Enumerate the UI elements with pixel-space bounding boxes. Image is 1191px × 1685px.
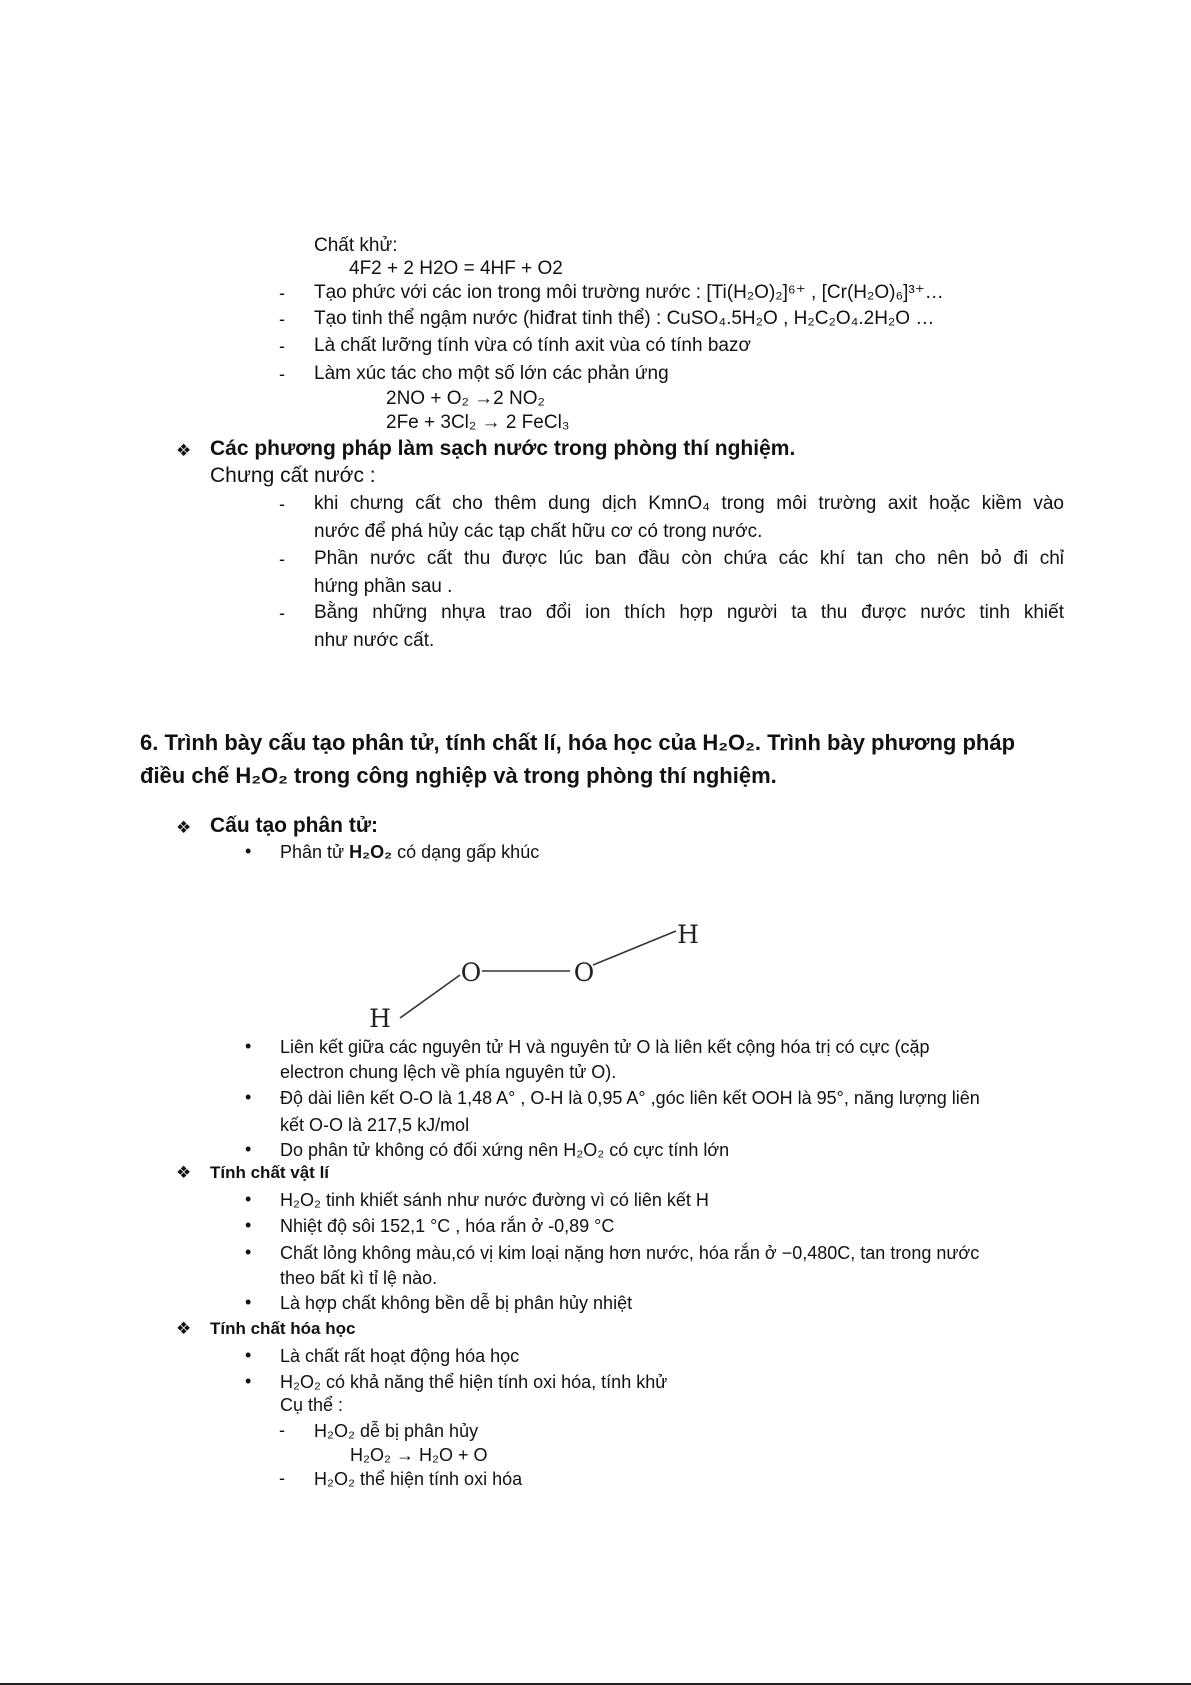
chemical-heading: Tính chất hóa học xyxy=(210,1319,356,1338)
structure-length-line2: kết O-O là 217,5 kJ/mol xyxy=(280,1115,470,1135)
distillation-subheading: Chưng cất nước : xyxy=(210,464,376,487)
question-title-text: . Trình bày cấu tạo phân tử, tính chất lí, hóa học của H₂O₂. Trình bày phương pháp xyxy=(152,730,1016,755)
purify-item-2-line2: hứng phần sau . xyxy=(314,576,453,597)
bullet-catalyst: Làm xúc tác cho một số lớn các phản ứng xyxy=(314,363,669,384)
bullet-complex-ions: Tạo phức với các ion trong môi trường nước : [Ti(H₂O)₂]⁶⁺ , [Cr(H₂O)₆]³⁺… xyxy=(314,282,944,303)
chemical-specifically: Cụ thể : xyxy=(280,1395,344,1415)
diamond-bullet-icon: ❖ xyxy=(176,1163,192,1182)
physical-heading: Tính chất vật lí xyxy=(210,1163,330,1182)
question-6-title-line2: điều chế H₂O₂ trong công nghiệp và trong phòng thí nghiệm. xyxy=(140,763,777,788)
structure-length-line1: Độ dài liên kết O-O là 1,48 A° , O-H là 0,95 A° ,góc liên kết OOH là 95°, năng lượng liên xyxy=(280,1088,980,1108)
dash-bullet: - xyxy=(279,1420,285,1440)
chemical-redox: H₂O₂ có khả năng thể hiện tính oxi hóa, tính khử xyxy=(280,1372,668,1392)
bullet-hydrate-crystals: Tạo tinh thể ngậm nước (hiđrat tinh thể) : CuSO₄.5H₂O , H₂C₂O₄.2H₂O … xyxy=(314,308,935,329)
chemical-decompose: H₂O₂ dễ bị phân hủy xyxy=(314,1421,479,1441)
dash-bullet: - xyxy=(279,494,285,514)
equation-fe-cl2: 2Fe + 3Cl₂ → 2 FeCl₃ xyxy=(386,412,570,433)
atom-o-right: O xyxy=(573,958,595,987)
round-bullet: • xyxy=(245,1036,252,1056)
bullet-amphoteric: Là chất lưỡng tính vừa có tính axit vùa có tính bazơ xyxy=(314,335,751,356)
physical-item-cont: theo bất kì tỉ lệ nào. xyxy=(280,1268,438,1288)
dash-bullet: - xyxy=(279,364,285,384)
round-bullet: • xyxy=(245,1139,252,1159)
round-bullet: • xyxy=(245,1371,252,1391)
structure-bond-line1: Liên kết giữa các nguyên tử H và nguyên tử O là liên kết cộng hóa trị có cực (cặp xyxy=(280,1037,930,1057)
structure-bond-line2: electron chung lệch về phía nguyên tử O). xyxy=(280,1062,617,1082)
equation-f2-water: 4F2 + 2 H2O = 4HF + O2 xyxy=(349,258,563,279)
equation-h2o2-decompose: H₂O₂ → H₂O + O xyxy=(350,1445,488,1465)
physical-item: Là hợp chất không bền dễ bị phân hủy nhiệt xyxy=(280,1293,633,1313)
physical-item: Chất lỏng không màu,có vị kim loại nặng hơn nước, hóa rắn ở −0,480C, tan trong nước xyxy=(280,1243,980,1263)
dash-bullet: - xyxy=(279,336,285,356)
dash-bullet: - xyxy=(279,309,285,329)
purify-heading: Các phương pháp làm sạch nước trong phòng thí nghiệm. xyxy=(210,437,796,460)
round-bullet: • xyxy=(245,1345,252,1365)
purify-item-1-line2: nước để phá hủy các tạp chất hữu cơ có trong nước. xyxy=(314,521,763,542)
chat-khu-label: Chất khử: xyxy=(314,235,398,256)
question-6-title-line1 xyxy=(140,729,1015,757)
diamond-bullet-icon: ❖ xyxy=(176,818,192,837)
question-number: 6 xyxy=(140,730,153,755)
chemical-active: Là chất rất hoạt động hóa học xyxy=(280,1346,520,1366)
text-run: Phân tử xyxy=(280,842,350,862)
dash-bullet: - xyxy=(279,283,285,303)
h2o2-molecule-diagram xyxy=(360,905,720,1040)
dash-bullet: - xyxy=(279,1468,285,1488)
dash-bullet: - xyxy=(279,603,285,623)
purify-item-3-line1: Bằng những nhựa trao đổi ion thích hợp người ta thu được nước tinh khiết xyxy=(314,602,1064,623)
round-bullet: • xyxy=(245,1215,252,1235)
formula-bold: H₂O₂ xyxy=(349,842,393,862)
bond-h-o-left xyxy=(400,975,460,1018)
round-bullet: • xyxy=(245,841,252,861)
diamond-bullet-icon: ❖ xyxy=(176,1319,192,1338)
equation-no-o2: 2NO + O₂ →2 NO₂ xyxy=(386,388,545,409)
physical-item: H₂O₂ tinh khiết sánh như nước đường vì có liên kết H xyxy=(280,1190,709,1210)
chemical-oxidizing: H₂O₂ thể hiện tính oxi hóa xyxy=(314,1469,523,1489)
round-bullet: • xyxy=(245,1189,252,1209)
diamond-bullet-icon: ❖ xyxy=(176,441,192,460)
structure-heading: Cấu tạo phân tử: xyxy=(210,814,379,837)
dash-bullet: - xyxy=(279,549,285,569)
text-run: có dạng gấp khúc xyxy=(392,842,540,862)
purify-item-2-line1: Phần nước cất thu được lúc ban đầu còn chứa các khí tan cho nên bỏ đi chỉ xyxy=(314,548,1064,569)
structure-bullet-shape xyxy=(280,840,539,864)
purify-item-1-line1: khi chưng cất cho thêm dung dịch KmnO₄ trong môi trường axit hoặc kiềm vào xyxy=(314,493,1064,514)
physical-item: Nhiệt độ sôi 152,1 °C , hóa rắn ở -0,89 °C xyxy=(280,1216,615,1236)
round-bullet: • xyxy=(245,1242,252,1262)
round-bullet: • xyxy=(245,1292,252,1312)
atom-h-left: H xyxy=(369,1004,391,1033)
bond-o-h-right xyxy=(593,931,676,965)
structure-polarity: Do phân tử không có đối xứng nên H₂O₂ có cực tính lớn xyxy=(280,1140,730,1160)
round-bullet: • xyxy=(245,1087,252,1107)
atom-h-right: H xyxy=(677,920,699,949)
purify-item-3-line2: như nước cất. xyxy=(314,630,435,651)
atom-o-left: O xyxy=(460,958,482,987)
